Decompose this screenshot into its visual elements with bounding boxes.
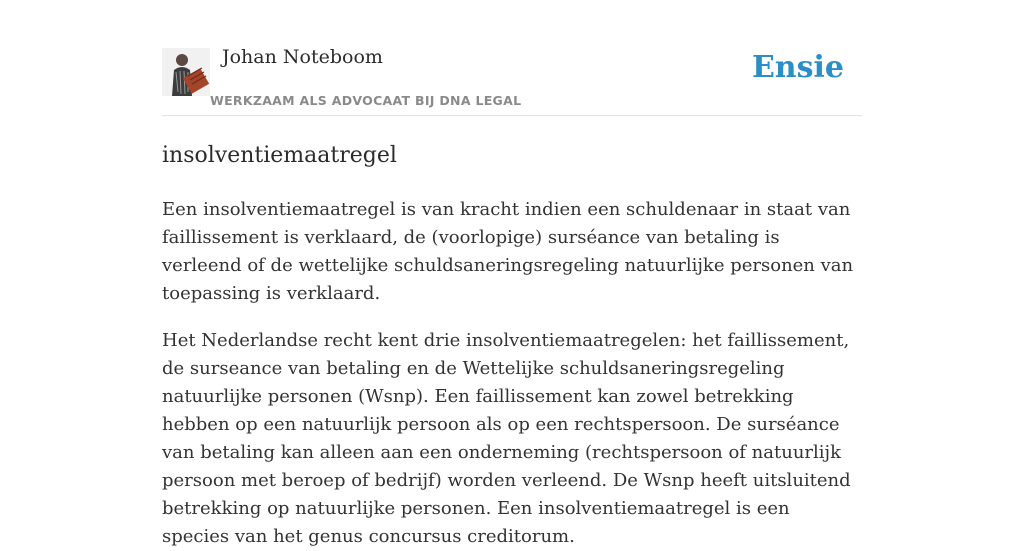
- author-header: [162, 0, 862, 116]
- article-paragraph: Het Nederlandse recht kent drie insolventiemaatregelen: het faillissement, de surseance van betaling en de Wettelijke schuldsaneringsregeling natuurlijke personen (Wsnp). Een faillissement kan zowel betrekking hebben op een natuurlijk persoon als op een rechtspersoon. De surséance van betaling kan alleen aan een onderneming (rechtspersoon of natuurlijk persoon met beroep of bedrijf) worden verleend. De Wsnp heeft uitsluitend betrekking op natuurlijke personen. Een insolventiemaatregel is een species van het genus concursus creditorum.: [162, 330, 851, 547]
- article-paragraph: Een insolventiemaatregel is van kracht indien een schuldenaar in staat van faillissement is verklaard, de (voorlopige) surséance van betaling is verleend of de wettelijke schuldsaneringsregeling natuurlijke personen van toepassing is verklaard.: [162, 199, 854, 304]
- author-photo: [162, 48, 210, 96]
- author-role: WERKZAAM ALS ADVOCAAT BIJ DNA LEGAL: [210, 93, 522, 108]
- avatar[interactable]: [162, 48, 210, 96]
- brand-logo[interactable]: Ensie: [751, 50, 844, 85]
- article-container: [162, 0, 862, 551]
- author-name[interactable]: Johan Noteboom: [222, 46, 383, 68]
- article-title: insolventiemaatregel: [162, 143, 397, 168]
